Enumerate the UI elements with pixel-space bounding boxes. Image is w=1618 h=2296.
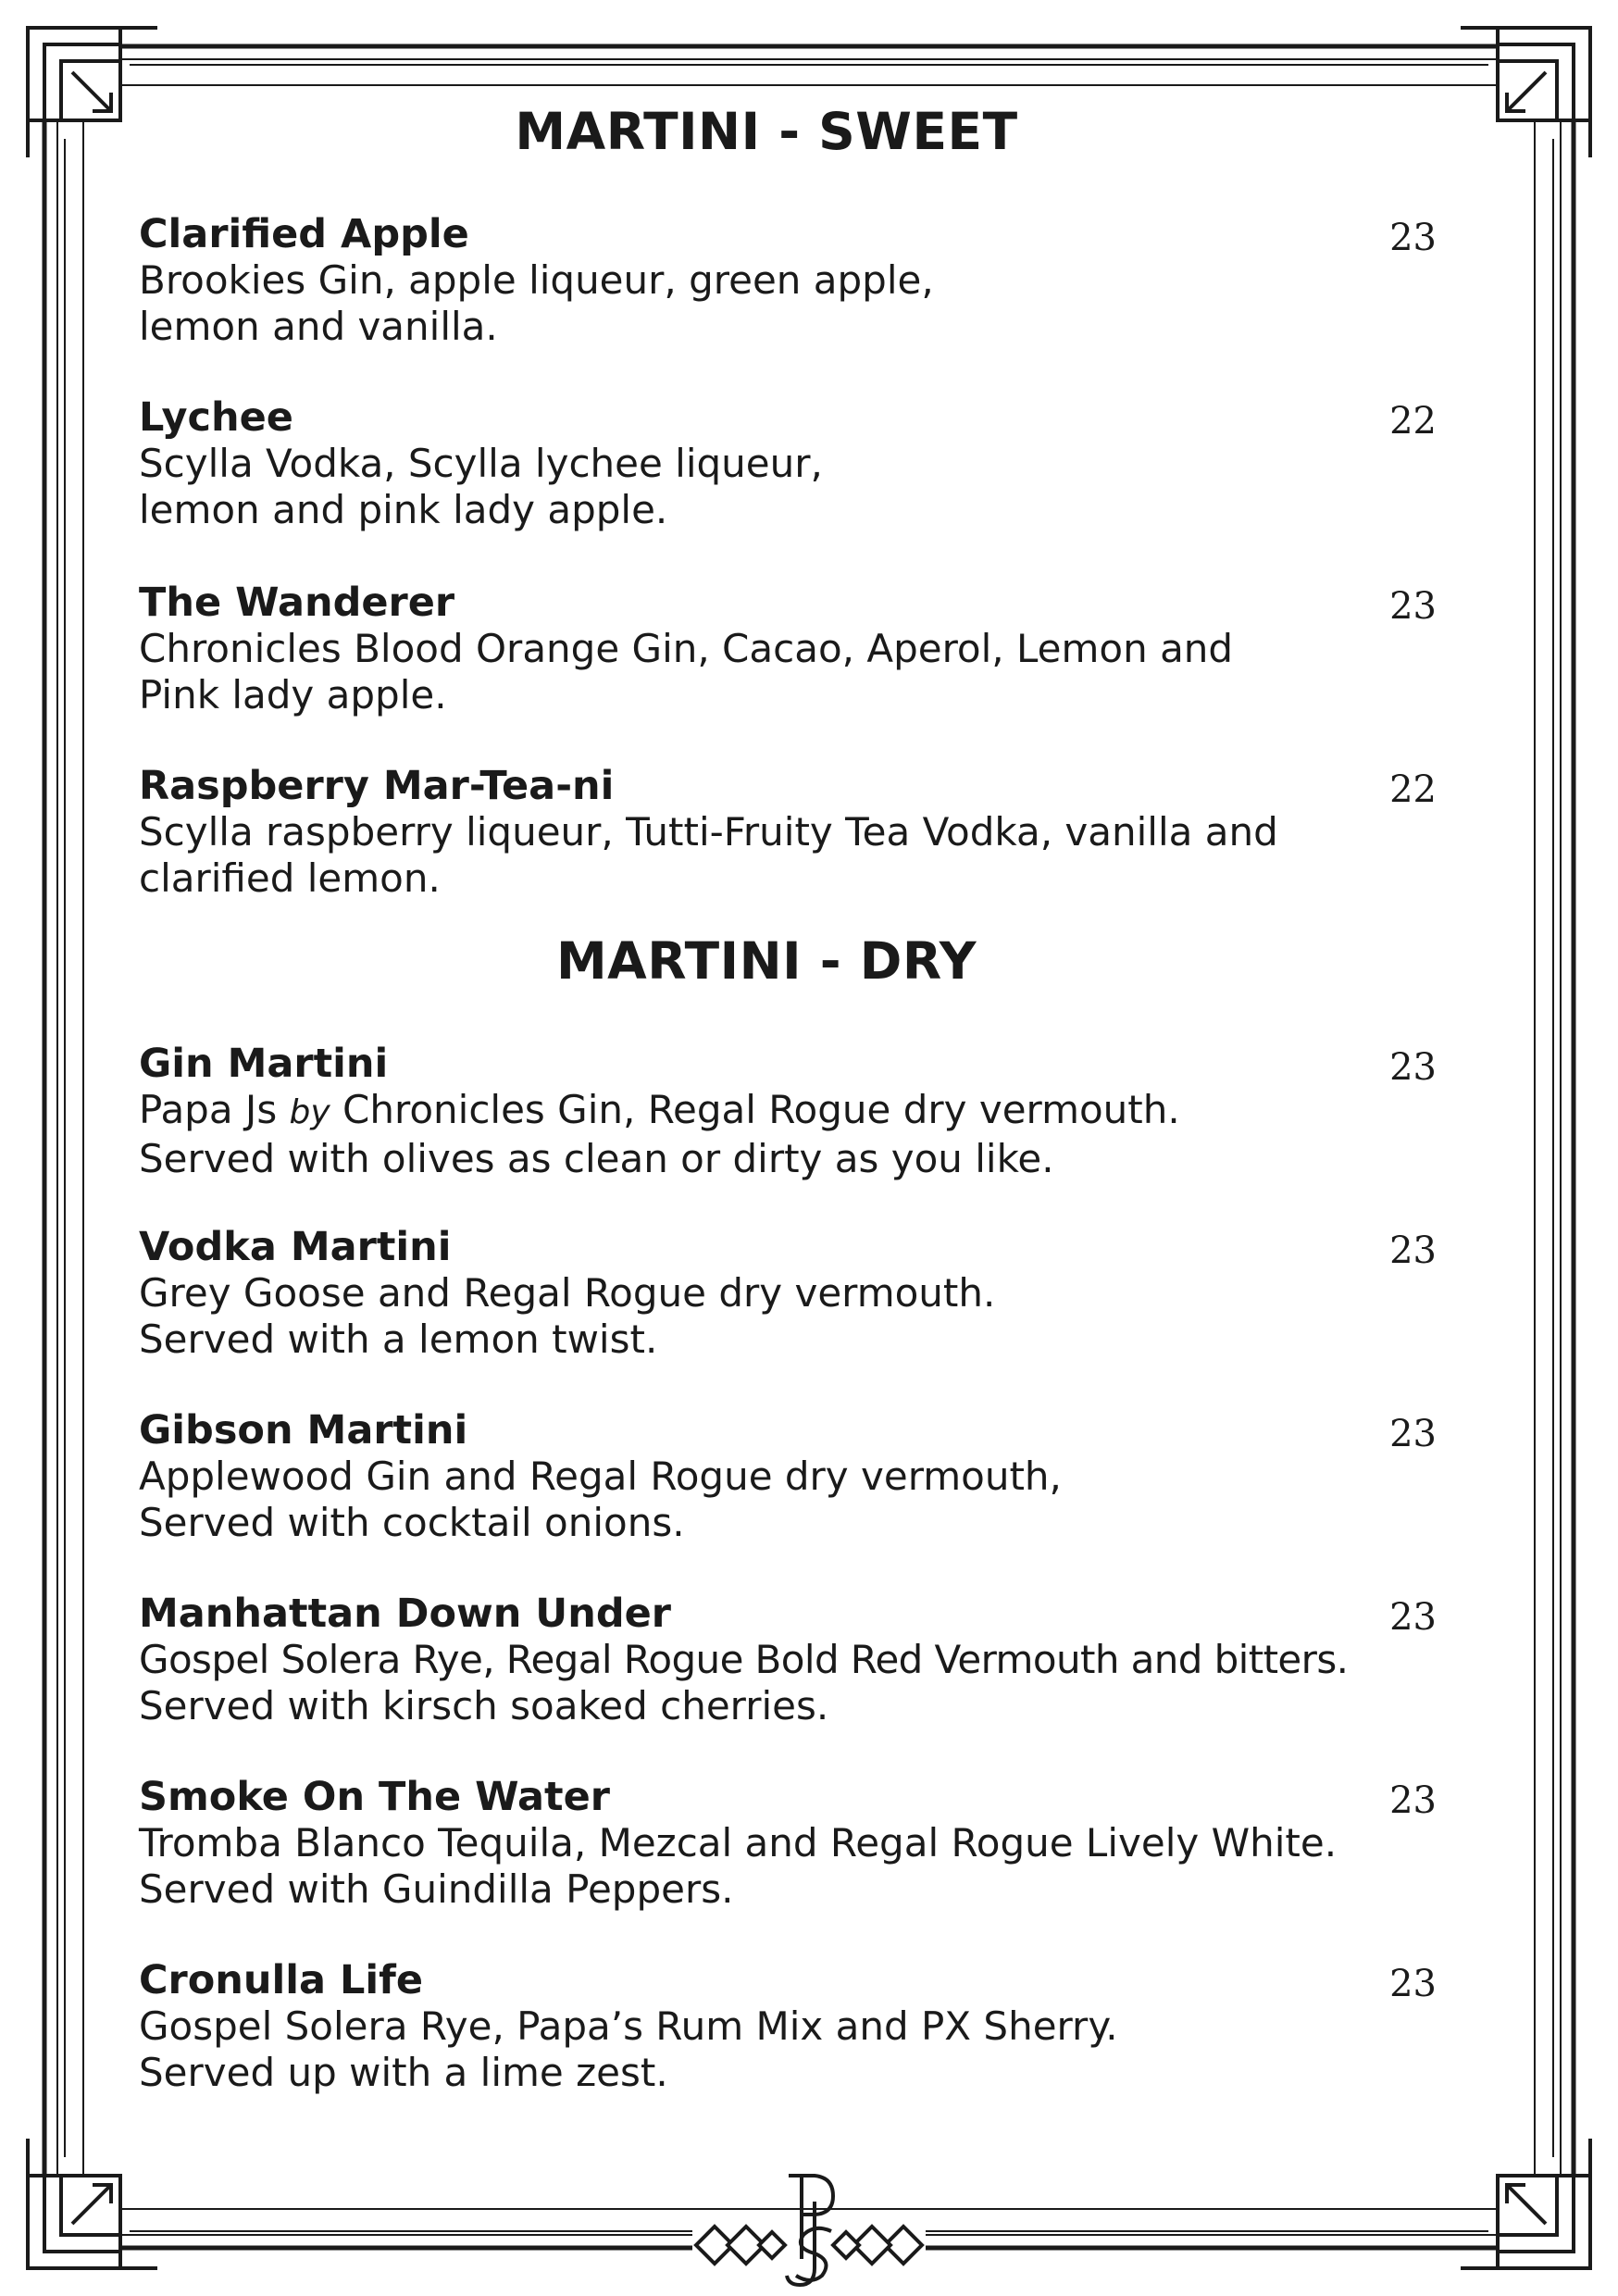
item-description-line: Served with cocktail onions. [139, 1500, 685, 1545]
item-name: Lychee [139, 394, 293, 441]
item-description-line: Tromba Blanco Tequila, Mezcal and Regal Rogue Lively White. [139, 1820, 1338, 1866]
item-description-line: lemon and vanilla. [139, 304, 498, 349]
section-title-sweet: MARTINI - SWEET [515, 102, 1018, 161]
item-description-line: Chronicles Blood Orange Gin, Cacao, Aperol, Lemon and [139, 626, 1234, 671]
item-name: Vodka Martini [139, 1224, 452, 1270]
item-price: 23 [1389, 1779, 1437, 1822]
item-description-line: Gospel Solera Rye, Papa’s Rum Mix and PX Sherry. [139, 2003, 1118, 2049]
menu-item-lychee [139, 394, 1435, 533]
item-price: 23 [1389, 1229, 1437, 1272]
menu-item-raspberry-mar-tea-ni [139, 763, 1435, 902]
item-price: 23 [1389, 1596, 1437, 1639]
item-description-line: Grey Goose and Regal Rogue dry vermouth. [139, 1270, 996, 1316]
item-description-line: clarified lemon. [139, 855, 441, 901]
item-description-line: lemon and pink lady apple. [139, 487, 668, 532]
item-description-line: Applewood Gin and Regal Rogue dry vermouth, [139, 1454, 1062, 1499]
item-price: 23 [1389, 585, 1437, 628]
item-description-line: Served with kirsch soaked cherries. [139, 1683, 829, 1728]
desc-text: Chronicles Gin, Regal Rogue dry vermouth. [330, 1087, 1180, 1132]
item-description-line: Served with Guindilla Peppers. [139, 1866, 734, 1912]
bottom-logo-ornament [692, 2211, 926, 2266]
item-description-line: Served with a lemon twist. [139, 1316, 658, 1362]
item-description-line: Gospel Solera Rye, Regal Rogue Bold Red Vermouth and bitters. [139, 1637, 1349, 1682]
item-name: Cronulla Life [139, 1957, 424, 2003]
item-name: Gibson Martini [139, 1407, 468, 1454]
item-description-line: Served up with a lime zest. [139, 2050, 668, 2095]
item-price: 23 [1389, 1046, 1437, 1089]
item-name: Raspberry Mar-Tea-ni [139, 763, 615, 809]
item-description-line: Brookies Gin, apple liqueur, green apple, [139, 257, 934, 303]
item-description-line: Served with olives as clean or dirty as you like. [139, 1136, 1054, 1181]
item-price: 23 [1389, 1963, 1437, 2005]
item-name: Smoke On The Water [139, 1774, 610, 1820]
item-name: Manhattan Down Under [139, 1591, 671, 1637]
menu-item-smoke-on-the-water [139, 1774, 1435, 1913]
menu-item-clarified-apple [139, 211, 1435, 350]
item-description-line: Scylla Vodka, Scylla lychee liqueur, [139, 441, 823, 486]
item-name: Gin Martini [139, 1041, 389, 1087]
item-name: The Wanderer [139, 580, 455, 626]
desc-text: Papa Js [139, 1087, 290, 1132]
menu-item-vodka-martini [139, 1224, 1435, 1363]
item-name: Clarified Apple [139, 211, 469, 257]
item-price: 22 [1389, 768, 1437, 811]
item-description-line: Pink lady apple. [139, 672, 447, 718]
menu-item-gibson-martini [139, 1407, 1435, 1546]
item-description-line [139, 1087, 1435, 1136]
menu-item-the-wanderer [139, 580, 1435, 718]
menu-item-cronulla-life [139, 1957, 1435, 2096]
item-price: 22 [1389, 400, 1437, 443]
section-title-dry: MARTINI - DRY [555, 931, 977, 991]
item-price: 23 [1389, 217, 1437, 259]
menu-item-gin-martini [139, 1041, 1435, 1182]
item-description-line: Scylla raspberry liqueur, Tutti-Fruity Tea Vodka, vanilla and [139, 809, 1278, 855]
item-price: 23 [1389, 1413, 1437, 1455]
desc-by-text: by [289, 1093, 330, 1131]
menu-item-manhattan-down-under [139, 1591, 1435, 1729]
